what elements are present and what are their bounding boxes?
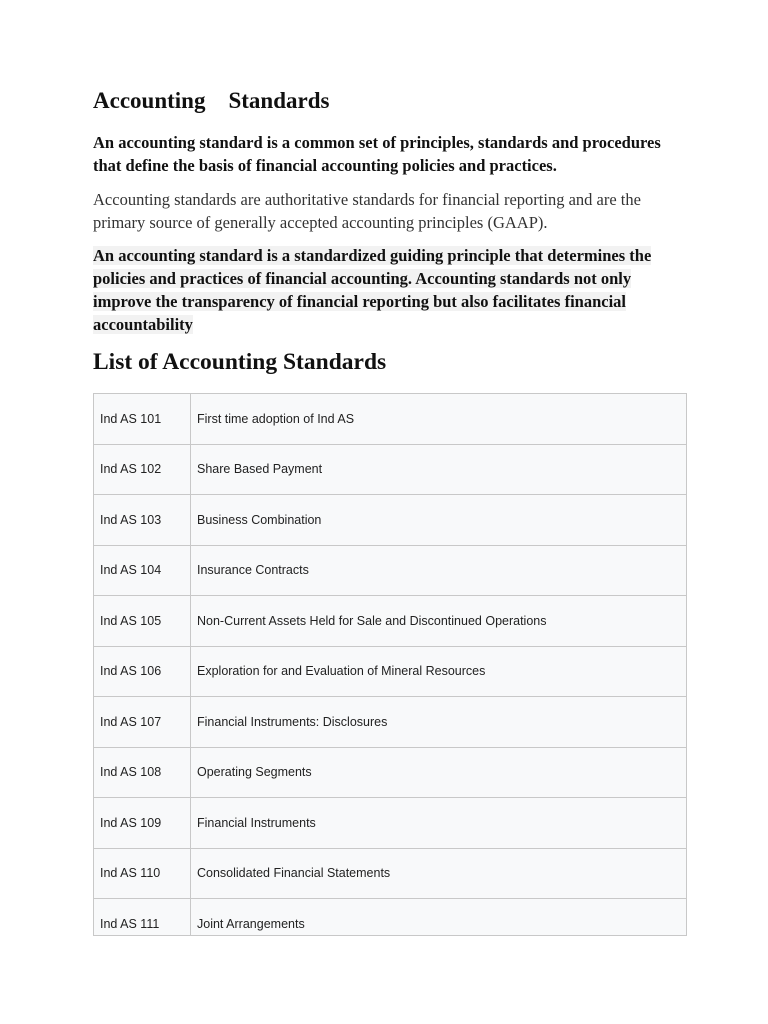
intro-paragraph-3: [93, 244, 693, 336]
standard-code-cell: Ind AS 103: [94, 495, 191, 546]
page-title: Accounting Standards: [93, 88, 330, 113]
table-row: [94, 444, 687, 495]
standards-table: [93, 393, 687, 936]
standard-code-cell: Ind AS 107: [94, 697, 191, 748]
table-row: [94, 495, 687, 546]
standards-table-body: [94, 394, 687, 937]
standard-name-cell: Operating Segments: [191, 747, 687, 798]
standard-name-cell: Financial Instruments: [191, 798, 687, 849]
table-row: [94, 899, 687, 937]
table-row: [94, 848, 687, 899]
standard-name-cell: Financial Instruments: Disclosures: [191, 697, 687, 748]
standard-code-cell: Ind AS 110: [94, 848, 191, 899]
table-row: [94, 545, 687, 596]
standard-code-cell: Ind AS 106: [94, 646, 191, 697]
standard-code-cell: Ind AS 108: [94, 747, 191, 798]
table-row: [94, 646, 687, 697]
table-row: [94, 747, 687, 798]
table-row: [94, 596, 687, 647]
standard-name-cell: Insurance Contracts: [191, 545, 687, 596]
table-row: [94, 697, 687, 748]
intro-paragraph-2: Accounting standards are authoritative standards for financial reporting and are the primary source of generally accepted accounting principles (GAAP).: [93, 190, 641, 232]
standard-name-cell: Share Based Payment: [191, 444, 687, 495]
standard-name-cell: Exploration for and Evaluation of Mineral Resources: [191, 646, 687, 697]
standard-code-cell: Ind AS 109: [94, 798, 191, 849]
standard-code-cell: Ind AS 102: [94, 444, 191, 495]
table-row: [94, 798, 687, 849]
standard-name-cell: Joint Arrangements: [191, 899, 687, 937]
standard-name-cell: Non-Current Assets Held for Sale and Discontinued Operations: [191, 596, 687, 647]
table-row: [94, 394, 687, 445]
standard-name-cell: Business Combination: [191, 495, 687, 546]
standard-name-cell: Consolidated Financial Statements: [191, 848, 687, 899]
standard-code-cell: Ind AS 111: [94, 899, 191, 937]
highlighted-text: An accounting standard is a standardized guiding principle that determines the policies and practices of financial accounting. Accounting standards not only improve the transparency of financial reporting but also facilitates financial accountability: [93, 246, 652, 334]
standard-code-cell: Ind AS 105: [94, 596, 191, 647]
standard-name-cell: First time adoption of Ind AS: [191, 394, 687, 445]
standard-code-cell: Ind AS 104: [94, 545, 191, 596]
intro-paragraph-1: An accounting standard is a common set of principles, standards and procedures that define the basis of financial accounting policies and practices.: [93, 133, 661, 175]
standard-code-cell: Ind AS 101: [94, 394, 191, 445]
standards-table-container: [93, 393, 687, 936]
list-heading: List of Accounting Standards: [93, 349, 387, 375]
